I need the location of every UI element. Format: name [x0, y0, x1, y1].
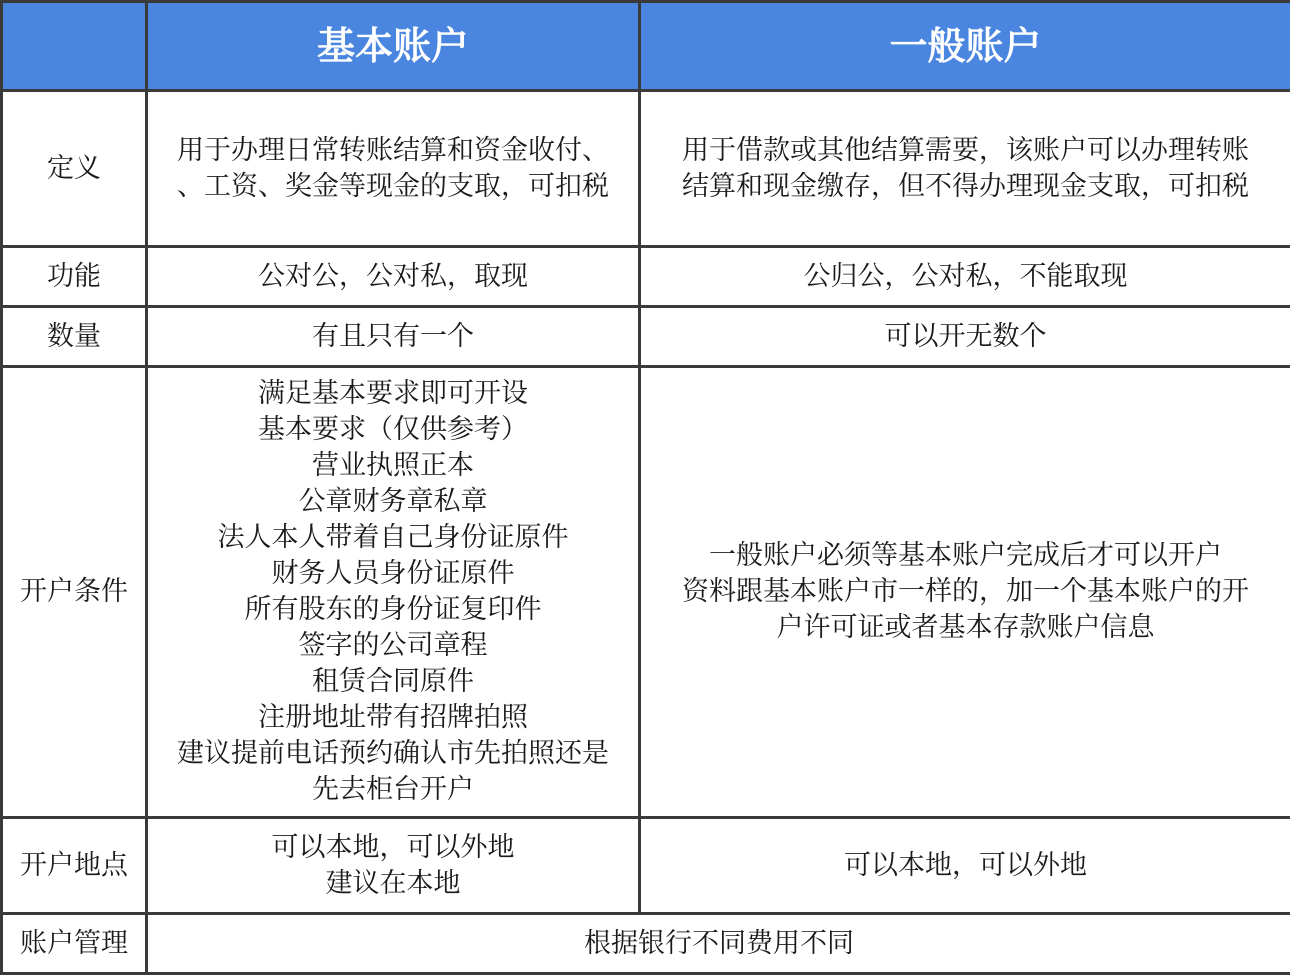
row-label-definition: 定义 [2, 91, 147, 247]
row-label-location: 开户地点 [2, 818, 147, 914]
text-line: 基本要求（仅供参考） [152, 412, 634, 448]
text-line: 用于办理日常转账结算和资金收付、 [152, 133, 634, 169]
row-label-quantity: 数量 [2, 307, 147, 367]
cell-definition-basic [147, 91, 640, 247]
text-line: 注册地址带有招牌拍照 [152, 700, 634, 736]
text-line: 建议在本地 [152, 866, 634, 902]
header-basic-account: 基本账户 [147, 2, 640, 91]
cell-conditions-basic [147, 367, 640, 818]
cell-quantity-general: 可以开无数个 [640, 307, 1290, 367]
text-line: 资料跟基本账户市一样的，加一个基本账户的开 [645, 574, 1286, 610]
header-general-account: 一般账户 [640, 2, 1290, 91]
text-line: 先去柜台开户 [152, 772, 634, 808]
text-line: 满足基本要求即可开设 [152, 376, 634, 412]
text-line: 可以本地，可以外地 [152, 830, 634, 866]
text-line: 户许可证或者基本存款账户信息 [645, 610, 1286, 646]
text-line: 一般账户必须等基本账户完成后才可以开户 [645, 538, 1286, 574]
cell-conditions-general [640, 367, 1290, 818]
cell-location-general: 可以本地，可以外地 [640, 818, 1290, 914]
cell-function-general: 公归公，公对私，不能取现 [640, 247, 1290, 307]
text-line: 财务人员身份证原件 [152, 556, 634, 592]
row-quantity [2, 307, 1290, 367]
row-label-conditions: 开户条件 [2, 367, 147, 818]
cell-function-basic: 公对公，公对私，取现 [147, 247, 640, 307]
header-corner [2, 2, 147, 91]
cell-location-basic [147, 818, 640, 914]
row-location [2, 818, 1290, 914]
text-line: 所有股东的身份证复印件 [152, 592, 634, 628]
cell-definition-general [640, 91, 1290, 247]
row-management [2, 914, 1290, 974]
text-line: 结算和现金缴存，但不得办理现金支取，可扣税 [645, 169, 1286, 205]
row-label-management: 账户管理 [2, 914, 147, 974]
text-line: 建议提前电话预约确认市先拍照还是 [152, 736, 634, 772]
text-line: 法人本人带着自己身份证原件 [152, 520, 634, 556]
row-function [2, 247, 1290, 307]
text-line: 租赁合同原件 [152, 664, 634, 700]
text-line: 签字的公司章程 [152, 628, 634, 664]
row-definition [2, 91, 1290, 247]
text-line: 营业执照正本 [152, 448, 634, 484]
cell-quantity-basic: 有且只有一个 [147, 307, 640, 367]
text-line: 公章财务章私章 [152, 484, 634, 520]
row-label-function: 功能 [2, 247, 147, 307]
cell-management-both: 根据银行不同费用不同 [147, 914, 1290, 974]
row-conditions [2, 367, 1290, 818]
text-line: 、工资、奖金等现金的支取，可扣税 [152, 169, 634, 205]
header-row [2, 2, 1290, 91]
text-line: 用于借款或其他结算需要，该账户可以办理转账 [645, 133, 1286, 169]
